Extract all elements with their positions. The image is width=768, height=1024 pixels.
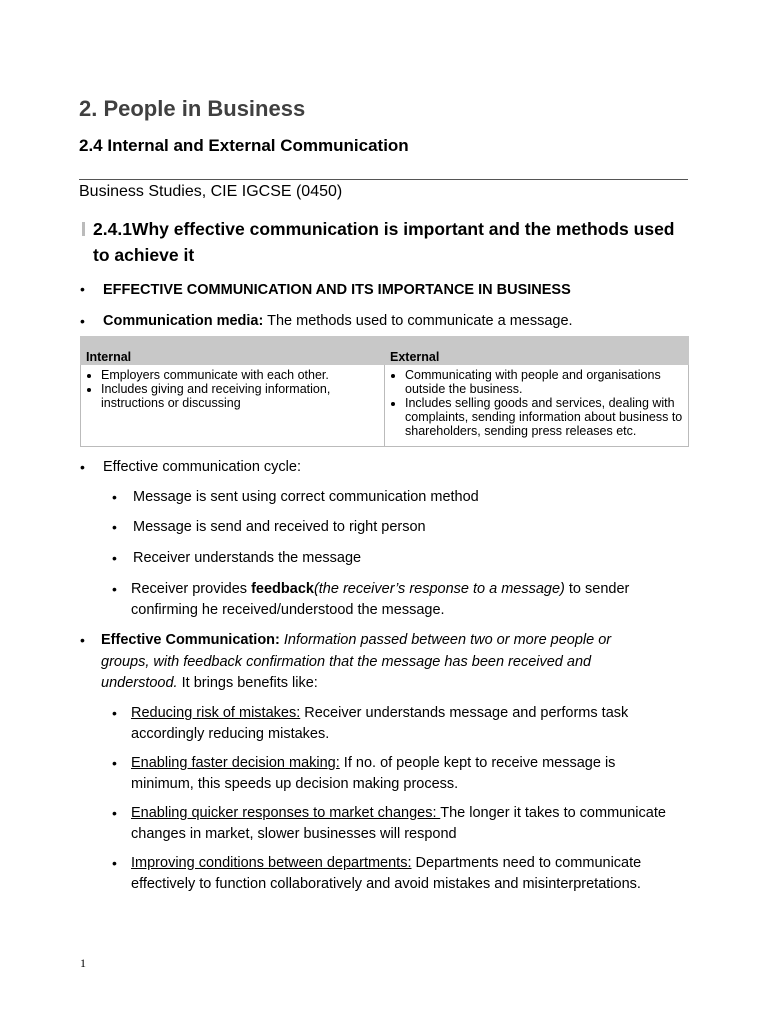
external-cell [385, 365, 689, 447]
benefit-label: Reducing risk of mistakes: [131, 705, 301, 721]
communication-media-table [80, 336, 689, 447]
cycle-item: Receiver understands the message [133, 550, 362, 566]
benefit-text: Departments need to communicate effectively to function collaboratively and avoid mistakes and misinterpretations. [131, 855, 642, 892]
bullet-icon: • [112, 519, 117, 535]
benefit-item [131, 753, 676, 795]
bullet-icon: • [112, 755, 117, 771]
bullet-icon: • [112, 705, 117, 721]
external-item: • Includes selling goods and services, dealing with complaints, sending information about business to shareholders, sending press releases etc. [405, 396, 683, 438]
chapter-title: 2. People in Business [79, 96, 306, 121]
internal-item: • Employers communicate with each other. [101, 368, 379, 382]
effective-communication-definition [101, 630, 661, 695]
effective-term: Effective Communication: [101, 632, 280, 648]
benefit-item [131, 803, 676, 845]
benefit-label: Enabling quicker responses to market changes: [131, 805, 441, 821]
feedback-pre: Receiver provides [131, 581, 252, 597]
section-title: 2.4 Internal and External Communication [79, 136, 409, 155]
internal-cell [81, 365, 385, 447]
bullet-icon: • [112, 581, 117, 597]
course-label: Business Studies, CIE IGCSE (0450) [79, 183, 343, 200]
cycle-item: Message is sent using correct communication method [133, 489, 479, 505]
benefit-label: Improving conditions between departments: [131, 855, 412, 871]
bullet-communication-media [103, 311, 573, 332]
effective-benefits-intro: It brings benefits like: [177, 675, 318, 691]
subsection-title: 2.4.1Why effective communication is important and the methods used to achieve it [93, 219, 675, 265]
external-item: • Communicating with people and organisations outside the business. [405, 368, 683, 396]
internal-item: • Includes giving and receiving information, instructions or discussing [101, 382, 379, 410]
bullet-icon: • [112, 805, 117, 821]
benefit-text: Receiver understands message and performs task accordingly reducing mistakes. [131, 705, 629, 742]
benefit-item [131, 853, 691, 895]
effective-definition: Information passed between two or more people or groups, with feedback confirmation that the message has been received and understood. [101, 632, 612, 691]
bullet-icon: • [80, 313, 85, 329]
cycle-feedback-item [131, 579, 676, 621]
feedback-definition: (the receiver’s response to a message) [313, 581, 565, 597]
bullet-icon: • [80, 281, 85, 297]
cycle-item: Message is send and received to right person [133, 519, 426, 535]
table-header-external: External [385, 337, 689, 365]
bullet-effective-communication: EFFECTIVE COMMUNICATION AND ITS IMPORTANCE IN BUSINESS [103, 282, 571, 298]
benefit-item [131, 703, 676, 745]
section-marker-icon [82, 222, 85, 236]
benefit-text: The longer it takes to communicate changes in market, slower businesses will respond [131, 805, 666, 842]
benefit-label: Enabling faster decision making: [131, 755, 340, 771]
feedback-post: to sender confirming he received/understood the message. [131, 581, 630, 618]
bullet-icon: • [112, 550, 117, 566]
communication-media-text: The methods used to communicate a message. [263, 313, 573, 329]
bullet-icon: • [112, 855, 117, 871]
bullet-icon: • [80, 459, 85, 475]
page-number: 1 [80, 956, 86, 970]
cycle-heading: Effective communication cycle: [103, 459, 301, 475]
bullet-icon: • [112, 489, 117, 505]
divider [79, 179, 688, 180]
table-header-internal: Internal [81, 337, 385, 365]
communication-media-label: Communication media: [103, 313, 264, 329]
feedback-term: feedback [251, 581, 314, 597]
bullet-icon: • [80, 632, 85, 648]
benefit-text: If no. of people kept to receive message is minimum, this speeds up decision making process. [131, 755, 616, 792]
